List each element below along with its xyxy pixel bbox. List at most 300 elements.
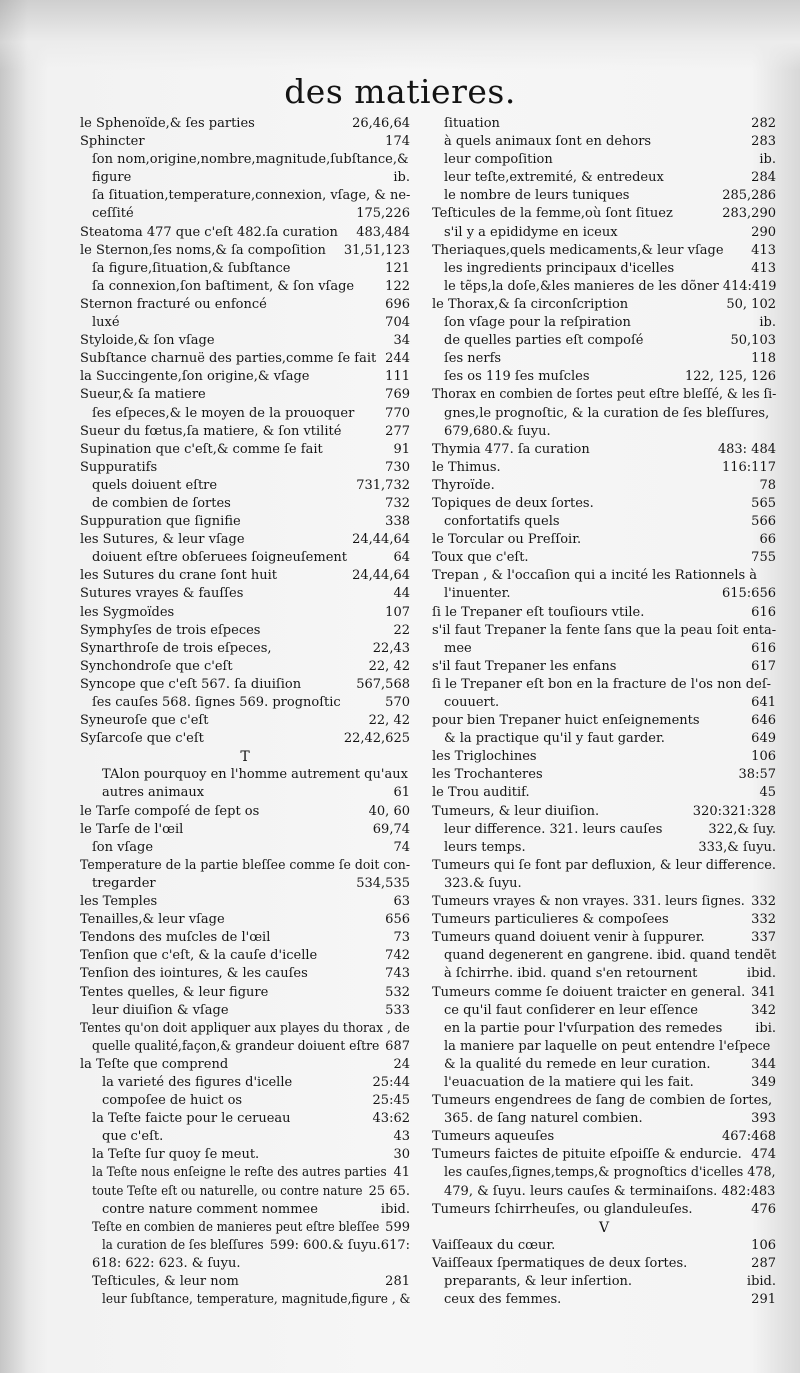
index-entry [432,133,776,151]
page-reference: 755 [751,550,776,566]
page-reference: 616 [751,604,776,620]
index-entry [80,1146,410,1164]
index-entry [432,1002,776,1020]
page-reference: 649 [751,731,776,747]
index-entry [80,1291,410,1309]
entry-text: compoſee de huict os [102,1093,243,1109]
index-entry [432,278,776,296]
page-reference: ib. [759,315,776,331]
index-entry [432,766,776,784]
index-entry [432,1128,776,1146]
entry-text: Styloide,& ſon vſage [80,333,215,349]
index-entry [432,332,776,350]
entry-text: la maniere par laquelle on peut entendre l'eſpece [444,1038,771,1054]
page-reference: 91 [393,441,410,457]
index-entry [80,224,410,242]
index-entry [80,604,410,622]
page-reference: 332 [751,894,776,910]
entry-text: à ſchirrhe. ibid. quand s'en retournent [444,966,698,982]
index-entry [432,1255,776,1273]
index-entry [80,1128,410,1146]
index-entry [80,296,410,314]
index-entry [80,133,410,151]
entry-text: Suppuratifs [80,459,158,475]
entry-text: Temperature de la partie bleſſee comme ſe doit con- [80,857,411,873]
page-reference: 534,535 [356,875,410,891]
index-entry [80,766,410,784]
entry-text: Synchondroſe que c'eſt [80,658,233,674]
entry-text: Thyroïde. [432,477,495,493]
index-entry [432,242,776,260]
index-entry [80,513,410,531]
entry-text: TAlon pourquoy en l'homme autrement qu'aux [102,767,408,783]
entry-text: luxé [92,315,120,331]
entry-text: gnes,le prognoſtic, & la curation de ſes bleſſures, [444,405,770,421]
index-entry [432,1183,776,1201]
entry-text: la curation de ſes bleſſures [102,1237,264,1253]
index-entry [432,604,776,622]
entry-text: s'il faut Trepaner la fente ſans que la peau ſoit enta- [432,622,777,638]
page-reference: 284 [751,170,776,186]
entry-text: la Teſte nous enſeigne le reſte des autres parties [92,1165,387,1181]
page-reference: 413 [751,260,776,276]
entry-text: 365. de ſang naturel combien. [444,1111,643,1127]
page-reference: 74 [393,839,410,855]
index-entry [80,314,410,332]
page-reference: 322,& ſuy. [708,821,776,837]
entry-text: Tumeurs faictes de pituite eſpoiſſe & endurcie. [432,1147,742,1163]
page-reference: 26,46,64 [352,116,410,131]
entry-text: 323.& ſuyu. [444,875,522,891]
index-entry [432,368,776,386]
entry-text: Sternon fracturé ou enfoncé [80,296,267,312]
entry-text: autres animaux [102,785,205,801]
entry-text: ſon vſage [92,839,154,855]
running-header: des matieres. [284,72,516,111]
page-reference: 43 [393,1129,410,1145]
page-reference: ib. [393,170,410,186]
page-reference: 66 [759,532,776,548]
page-reference: 25:45 [372,1093,410,1109]
page-reference: 64 [393,550,410,566]
index-entry [80,622,410,640]
index-entry [432,585,776,603]
entry-text: ſes nerfs [444,351,502,367]
index-entry [432,477,776,495]
page-reference: 283 [751,134,776,150]
index-entry [80,567,410,585]
entry-text: leur difference. 321. leurs cauſes [444,821,663,837]
page-reference: 413 [751,242,776,258]
entry-text: ſon nom,origine,nombre,magnitude,ſubſtance,& [92,152,409,168]
page-reference: 41 [393,1165,410,1181]
entry-text: les Sutures, & leur vſage [80,532,245,548]
page-reference: 122, 125, 126 [685,369,776,385]
page-reference: 533 [385,1002,410,1018]
page-reference: 393 [751,1111,776,1127]
page-reference: 687 [385,1038,410,1054]
entry-text: Suppuration que ſignifie [80,514,241,530]
index-entry [80,278,410,296]
entry-text: Tentes quelles, & leur figure [80,984,269,1000]
entry-text: contre nature comment nommee [102,1201,318,1217]
entry-text: ſi le Trepaner eſt touſiours vtile. [432,604,645,620]
section-letter [80,748,410,766]
entry-text: le Torcular ou Preſſoir. [432,532,582,548]
entry-text: Tumeurs quand doiuent venir à ſuppurer. [432,930,705,946]
page-reference: 570 [385,695,410,710]
index-entry [432,1237,776,1255]
page-reference: ibid. [746,1274,776,1289]
index-entry [80,712,410,730]
entry-text: Subſtance charnuë des parties,comme ſe fait [80,351,377,367]
page-reference: 111 [385,369,410,385]
index-entry [80,332,410,350]
page-reference: 277 [385,423,410,439]
page-top-edge [0,0,800,70]
entry-text: Teſticules de la femme,où ſont ſituez [432,206,673,222]
index-entry [80,531,410,549]
index-entry [80,459,410,477]
page-reference: 175,226 [356,206,410,222]
entry-text: la Teſte ſur quoy ſe meut. [92,1147,260,1163]
page-reference: 43:62 [372,1111,410,1127]
entry-text: Sueur,& ſa matiere [80,387,206,403]
entry-text: leurs temps. [444,839,526,855]
entry-text: ſa connexion,ſon baſtiment, & ſon vſage [92,278,355,294]
index-entry [80,676,410,694]
page-reference: 646 [751,713,776,729]
index-entry [80,929,410,947]
entry-text: la varieté des figures d'icelle [102,1074,293,1090]
index-entry [432,260,776,278]
entry-text: les cauſes,ſignes,temps,& prognoſtics d'icelles 478, [444,1165,776,1181]
page-reference: 732 [385,495,410,511]
page-reference: 770 [385,405,410,421]
index-entry [432,911,776,929]
page-reference: 467:468 [721,1129,776,1145]
index-entry [432,984,776,1002]
page-reference: 22,42,625 [343,731,410,747]
entry-text: Symphyſes de trois eſpeces [80,622,261,638]
index-entry [80,640,410,658]
index-entry [80,947,410,965]
page-reference: 61 [393,785,410,801]
page-reference: ibi. [755,1020,776,1036]
index-entry [80,405,410,423]
page-reference: 24 [393,1056,410,1072]
entry-text: Tumeurs, & leur diuiſion. [432,803,600,819]
entry-text: toute Teſte eſt ou naturelle, ou contre nature [92,1183,363,1199]
page-reference: 78 [759,477,776,493]
page-reference: 22 [393,622,410,638]
index-entry [432,405,776,423]
index-entry [432,748,776,766]
index-entry [80,169,410,187]
page-reference: 641 [751,695,776,710]
page-reference: 566 [751,514,776,530]
page-reference: 349 [751,1074,776,1090]
entry-text: & la qualité du remede en leur curation. [444,1056,711,1072]
entry-text: que c'eſt. [102,1129,164,1145]
index-entry [80,821,410,839]
entry-text: quand degenerent en gangrene. ibid. quand tendẽt [444,948,777,964]
page-reference: 337 [751,930,776,946]
index-entry [432,1056,776,1074]
index-entry [432,875,776,893]
index-column-right [432,115,776,1309]
entry-text: Tumeurs ſchirrheuſes, ou glanduleuſes. [432,1201,693,1217]
entry-text: ſes eſpeces,& le moyen de la prouoquer [92,405,355,421]
index-entry [432,1146,776,1164]
entry-text: s'il y a epididyme en iceux [444,224,618,240]
entry-text: le tẽps,la doſe,&les manieres de les dõner 414:419 [444,278,777,294]
entry-text: Tenſion que c'eſt, & la cauſe d'icelle [80,948,318,964]
entry-text: Thorax en combien de ſortes peut eſtre bleſſé, & les ſi- [432,387,777,403]
index-entry [80,1237,410,1255]
page-reference: 285,286 [722,188,776,204]
entry-text: ſes os 119 ſes muſcles [444,369,590,385]
page-reference: 116:117 [721,459,776,475]
entry-text: & la practique qu'il y faut garder. [444,731,665,747]
page-reference: 38:57 [738,767,776,783]
page-reference: 24,44,64 [352,568,410,584]
entry-text: Toux que c'eſt. [432,550,529,566]
page-reference: 342 [751,1002,776,1018]
index-entry [432,423,776,441]
entry-text: Vaiſſeaux du cœur. [432,1237,556,1253]
index-entry [80,875,410,893]
entry-text: Tumeurs engendrees de ſang de combien de ſortes, [432,1093,773,1109]
entry-text: s'il faut Trepaner les enfans [432,658,617,674]
entry-text: les ingredients principaux d'icelles [444,260,675,276]
page-reference: 656 [385,912,410,928]
entry-text: les Sutures du crane ſont huit [80,568,278,584]
entry-text: ſa figure,ſituation,& ſubſtance [92,260,291,276]
index-entry [432,1092,776,1110]
index-entry [80,1074,410,1092]
page-reference: 106 [751,749,776,765]
entry-text: preparants, & leur inſertion. [444,1274,633,1289]
entry-text: le Thimus. [432,459,501,475]
index-entry [80,350,410,368]
index-entry [432,1074,776,1092]
entry-text: le Sternon,ſes noms,& ſa compoſition [80,242,326,258]
page-reference: 107 [385,604,410,620]
page-reference: 704 [385,315,410,331]
entry-text: la Teſte que comprend [80,1056,229,1072]
page-reference: 290 [751,224,776,240]
page-reference: 320:321:328 [692,803,776,819]
entry-text: le Tarſe de l'œil [80,821,184,837]
page-reference: 730 [385,459,410,475]
entry-text: ſes cauſes 568. ſignes 569. prognoſtic [92,695,341,710]
page-reference: 341 [751,984,776,1000]
page-reference: 22, 42 [368,658,410,674]
page-reference: 50,103 [730,333,776,349]
index-entry [432,205,776,223]
index-entry [432,1273,776,1291]
entry-text: Syneuroſe que c'eſt [80,713,209,729]
entry-text: Tenſion des iointures, & les cauſes [80,966,308,982]
index-entry [80,495,410,513]
entry-text: Sueur du fœtus,ſa matiere, & ſon vtilité [80,423,342,439]
page-reference: 567,568 [356,676,410,692]
index-entry [80,965,410,983]
entry-text: ſituation [444,116,500,131]
page-reference: 73 [393,930,410,946]
page-reference: 599 [385,1219,410,1235]
index-entry [432,1164,776,1182]
page-reference: 122 [385,278,410,294]
entry-text: quels doiuent eſtre [92,477,218,493]
entry-text: Tentes qu'on doit appliquer aux playes du thorax , de [80,1020,410,1036]
entry-text: Tenailles,& leur vſage [80,912,225,928]
page-reference: 45 [759,785,776,801]
page-reference: ibid. [746,966,776,982]
page-reference: 532 [385,984,410,1000]
index-entry [432,929,776,947]
index-entry [432,1291,776,1309]
entry-text: les Trochanteres [432,767,543,783]
page-reference: 44 [393,586,410,602]
page-reference: 291 [751,1292,776,1308]
index-entry [80,386,410,404]
page-reference: 25 65. [368,1183,410,1199]
entry-text: en la partie pour l'vſurpation des remedes [444,1020,723,1036]
index-entry [432,296,776,314]
page-reference: 742 [385,948,410,964]
page-reference: 121 [385,260,410,276]
entry-text: Thymia 477. ſa curation [432,441,590,457]
entry-text: tregarder [92,875,156,891]
section-letter-text: T [240,749,250,766]
index-entry [432,676,776,694]
page-reference: 106 [751,1237,776,1253]
index-entry [432,567,776,585]
index-entry [432,495,776,513]
page-reference: 287 [751,1255,776,1271]
page-reference: 743 [385,966,410,982]
index-entry [80,839,410,857]
page-reference: 69,74 [372,821,410,837]
index-entry [432,821,776,839]
entry-text: l'euacuation de la matiere qui les fait. [444,1074,694,1090]
entry-text: les Temples [80,894,158,910]
index-entry [80,1038,410,1056]
entry-text: Syncope que c'eſt 567. ſa diuiſion [80,676,302,692]
index-entry [80,694,410,712]
index-entry [80,658,410,676]
page-reference: 333,& ſuyu. [698,839,776,855]
index-entry [80,730,410,748]
entry-text: pour bien Trepaner huict enſeignements [432,713,700,729]
index-entry [432,549,776,567]
index-entry [432,694,776,712]
index-entry [80,803,410,821]
index-entry [80,857,410,875]
page-reference: 731,732 [356,477,410,493]
index-entry [432,350,776,368]
index-entry [432,169,776,187]
entry-text: l'inuenter. [444,586,511,602]
entry-text: Topiques de deux ſortes. [432,495,594,511]
index-entry [432,386,776,404]
entry-text: 679,680.& ſuyu. [444,423,551,439]
entry-text: leur ſubſtance, temperature, magnitude,figure , & [102,1292,411,1308]
entry-text: leur compoſition [444,152,553,168]
page-reference: 696 [385,296,410,312]
entry-text: ſa ſituation,temperature,connexion, vſage, & ne- [92,188,411,204]
index-entry [80,205,410,223]
entry-text: Teſte en combien de manieres peut eſtre bleſſee [92,1219,380,1235]
gutter-shadow [0,0,28,1373]
index-entry [432,441,776,459]
index-entry [80,585,410,603]
index-entry [80,477,410,495]
page-reference: 22,43 [372,640,410,656]
index-entry [432,839,776,857]
entry-text: ſon vſage pour la reſpiration [444,315,631,331]
index-entry [432,187,776,205]
entry-text: quelle qualité,façon,& grandeur doiuent eſtre [92,1038,380,1054]
index-entry [432,803,776,821]
entry-text: le Sphenoïde,& ſes parties [80,116,255,131]
page-reference: 282 [751,116,776,131]
index-entry [432,712,776,730]
entry-text: le Thorax,& ſa circonſcription [432,296,629,312]
index-entry [432,1201,776,1219]
entry-text: mee [444,640,472,656]
index-entry [80,1110,410,1128]
page-reference: 617 [751,658,776,674]
entry-text: Trepan , & l'occaſion qui a incité les Rationnels à [432,568,758,584]
entry-text: ceſſité [92,206,134,222]
index-entry [432,1020,776,1038]
page-reference: 25:44 [372,1074,410,1090]
index-entry [80,1273,410,1291]
entry-text: le Trou auditif. [432,785,530,801]
entry-text: Tendons des muſcles de l'œil [80,930,271,946]
page-reference: 283,290 [722,206,776,222]
entry-text: de combien de ſortes [92,495,231,511]
page-reference: 244 [385,351,410,367]
entry-text: Vaiſſeaux ſpermatiques de deux ſortes. [432,1255,688,1271]
index-entry [80,984,410,1002]
index-entry [80,1219,410,1237]
entry-text: 618: 622: 623. & ſuyu. [92,1255,241,1271]
index-entry [80,242,410,260]
index-entry [432,640,776,658]
entry-text: Theriaques,quels medicaments,& leur vſage [432,242,724,258]
page-reference: 31,51,123 [343,242,410,258]
entry-text: Supination que c'eſt,& comme ſe fait [80,441,323,457]
entry-text: la Succingente,ſon origine,& vſage [80,369,310,385]
page-reference: 30 [393,1147,410,1163]
index-entry [432,224,776,242]
index-entry [432,1038,776,1056]
index-entry [432,622,776,640]
page-reference: 332 [751,912,776,928]
index-entry [80,893,410,911]
page-reference: 616 [751,640,776,656]
entry-text: ſi le Trepaner eſt bon en la fracture de l'os non deſ- [432,676,772,692]
entry-text: Synarthroſe de trois eſpeces, [80,640,272,656]
index-entry [80,1092,410,1110]
entry-text: confortatifs quels [444,514,560,530]
index-entry [80,1056,410,1074]
index-entry [432,459,776,477]
